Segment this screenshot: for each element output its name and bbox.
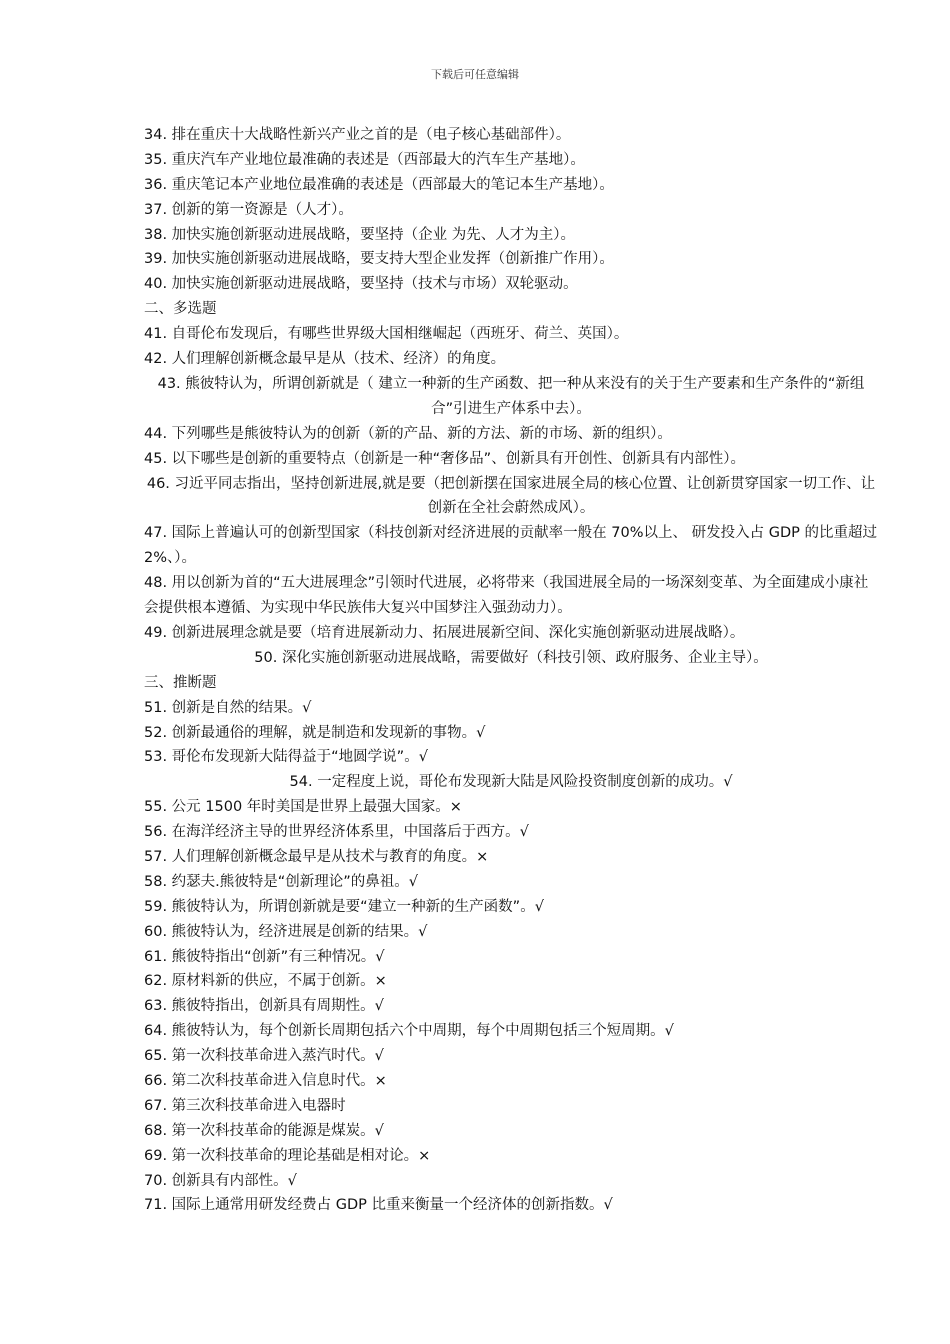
- question-52: 52. 创新最通俗的理解，就是制造和发现新的事物。√: [144, 724, 486, 741]
- question-56: 56. 在海洋经济主导的世界经济体系里，中国落后于西方。√: [144, 824, 529, 841]
- question-41: 41. 自哥伦布发现后，有哪些世界级大国相继崛起（西班牙、荷兰、英国）。: [144, 326, 629, 343]
- question-59: 59. 熊彼特认为，所谓创新就是要“建立一种新的生产函数”。√: [144, 898, 544, 915]
- question-66: 66. 第二次科技革命进入信息时代。×: [144, 1073, 387, 1089]
- question-60: 60. 熊彼特认为，经济进展是创新的结果。√: [144, 923, 428, 940]
- question-57: 57. 人们理解创新概念最早是从技术与教育的角度。×: [144, 848, 489, 865]
- question-61: 61. 熊彼特指出“创新”有三种情况。√: [144, 948, 385, 965]
- section-heading-true-false: 三、推断题: [144, 674, 217, 691]
- question-43: 43. 熊彼特认为，所谓创新就是（ 建立一种新的生产函数、把一种从来没有的关于生产要素和生产条件的“新组合”引进生产体系中去）。: [157, 375, 865, 417]
- question-47: 47. 国际上普遍认可的创新型国家（科技创新对经济进展的贡献率一般在 70%以上、 研发投入占 GDP 的比重超过 2%、）。: [144, 525, 877, 567]
- question-64: 64. 熊彼特认为，每个创新长周期包括六个中周期，每个中周期包括三个短周期。√: [144, 1023, 674, 1040]
- question-36: 36. 重庆笔记本产业地位最准确的表述是（西部最大的笔记本生产基地）。: [144, 176, 614, 193]
- question-35: 35. 重庆汽车产业地位最准确的表述是（西部最大的汽车生产基地）。: [144, 151, 585, 168]
- question-69: 69. 第一次科技革命的理论基础是相对论。×: [144, 1147, 431, 1164]
- question-65: 65. 第一次科技革命进入蒸汽时代。√: [144, 1048, 384, 1065]
- question-53: 53. 哥伦布发现新大陆得益于“地圆学说”。√: [144, 749, 428, 766]
- question-67: 67. 第三次科技革命进入电器时: [144, 1097, 346, 1114]
- question-63: 63. 熊彼特指出，创新具有周期性。√: [144, 998, 384, 1015]
- question-37: 37. 创新的第一资源是（人才）。: [144, 201, 353, 218]
- question-62: 62. 原材料新的供应，不属于创新。×: [144, 973, 387, 990]
- question-51: 51. 创新是自然的结果。√: [144, 699, 312, 716]
- question-38: 38. 加快实施创新驱动进展战略，要坚持（企业 为先、人才为主）。: [144, 226, 576, 243]
- question-42: 42. 人们理解创新概念最早是从（技术、经济）的角度。: [144, 351, 506, 368]
- question-58: 58. 约瑟夫.熊彼特是“创新理论”的鼻祖。√: [144, 873, 419, 890]
- question-68: 68. 第一次科技革命的能源是煤炭。√: [144, 1122, 384, 1139]
- question-50: 50. 深化实施创新驱动进展战略，需要做好（科技引领、政府服务、企业主导）。: [254, 649, 768, 666]
- section-heading-multiple-choice: 二、多选题: [144, 301, 217, 318]
- question-34: 34. 排在重庆十大战略性新兴产业之首的是（电子核心基础部件）。: [144, 127, 571, 143]
- document-body: [144, 123, 878, 1218]
- question-48: 48. 用以创新为首的“五大进展理念”引领时代进展，必将带来（我国进展全局的一场深刻变革、为全面建成小康社会提供根本遵循、为实现中华民族伟大复兴中国梦注入强劲动力）。: [144, 575, 869, 617]
- question-39: 39. 加快实施创新驱动进展战略，要支持大型企业发挥（创新推广作用）。: [144, 251, 614, 268]
- question-45: 45. 以下哪些是创新的重要特点（创新是一种“奢侈品”、创新具有开创性、创新具有内部性）。: [144, 450, 745, 467]
- page-header: 下载后可任意编辑: [431, 68, 519, 81]
- question-46: 46. 习近平同志指出，坚持创新进展,就是要（把创新摆在国家进展全局的核心位置、让创新贯穿国家一切工作、让创新在全社会蔚然成风）。: [146, 475, 876, 517]
- question-44: 44. 下列哪些是熊彼特认为的创新（新的产品、新的方法、新的市场、新的组织）。: [144, 425, 672, 442]
- question-71: 71. 国际上通常用研发经费占 GDP 比重来衡量一个经济体的创新指数。√: [144, 1197, 613, 1214]
- question-55: 55. 公元 1500 年时美国是世界上最强大国家。×: [144, 799, 462, 816]
- question-40: 40. 加快实施创新驱动进展战略，要坚持（技术与市场）双轮驱动。: [144, 276, 578, 293]
- question-49: 49. 创新进展理念就是要（培育进展新动力、拓展进展新空间、深化实施创新驱动进展战略）。: [144, 624, 745, 641]
- question-70: 70. 创新具有内部性。√: [144, 1172, 297, 1189]
- question-54: 54. 一定程度上说，哥伦布发现新大陆是风险投资制度创新的成功。√: [289, 774, 733, 791]
